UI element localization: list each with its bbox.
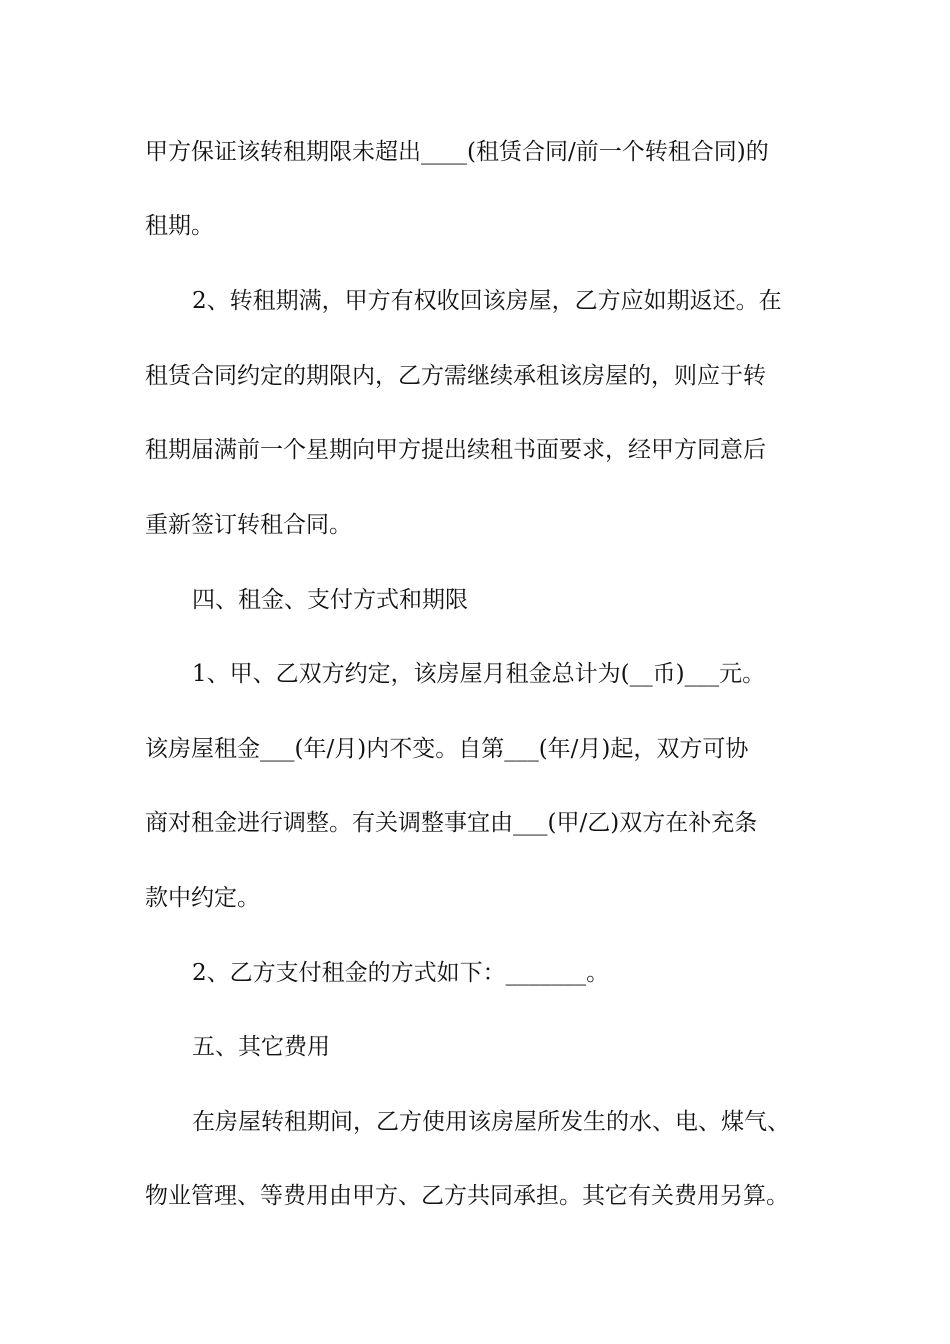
- text-line-3: 2、转租期满，甲方有权收回该房屋，乙方应如期返还。在: [192, 288, 782, 314]
- text-line-14: 在房屋转租期间，乙方使用该房屋所发生的水、电、煤气、: [192, 1109, 790, 1135]
- text-line-5: 租期届满前一个星期向甲方提出续租书面要求，经甲方同意后: [145, 437, 766, 463]
- text-line-4: 租赁合同约定的期限内，乙方需继续承租该房屋的，则应于转: [145, 363, 766, 389]
- text-line-8: 1、甲、乙双方约定，该房屋月租金总计为(__币)___元。: [192, 661, 766, 687]
- section-heading-rent: 四、租金、支付方式和期限: [192, 587, 468, 613]
- text-line-1: 甲方保证该转租期限未超出____(租赁合同/前一个转租合同)的: [145, 139, 769, 165]
- text-line-9: 该房屋租金___(年/月)内不变。自第___(年/月)起，双方可协: [145, 736, 749, 762]
- text-line-12: 2、乙方支付租金的方式如下：_______。: [192, 960, 610, 986]
- text-line-2: 租期。: [145, 213, 214, 239]
- text-line-11: 款中约定。: [145, 885, 260, 911]
- text-line-6: 重新签订转租合同。: [145, 512, 352, 538]
- section-heading-other-fees: 五、其它费用: [192, 1034, 330, 1060]
- text-line-10: 商对租金进行调整。有关调整事宜由___(甲/乙)双方在补充条: [145, 810, 758, 836]
- text-line-15: 物业管理、等费用由甲方、乙方共同承担。其它有关费用另算。: [145, 1183, 789, 1209]
